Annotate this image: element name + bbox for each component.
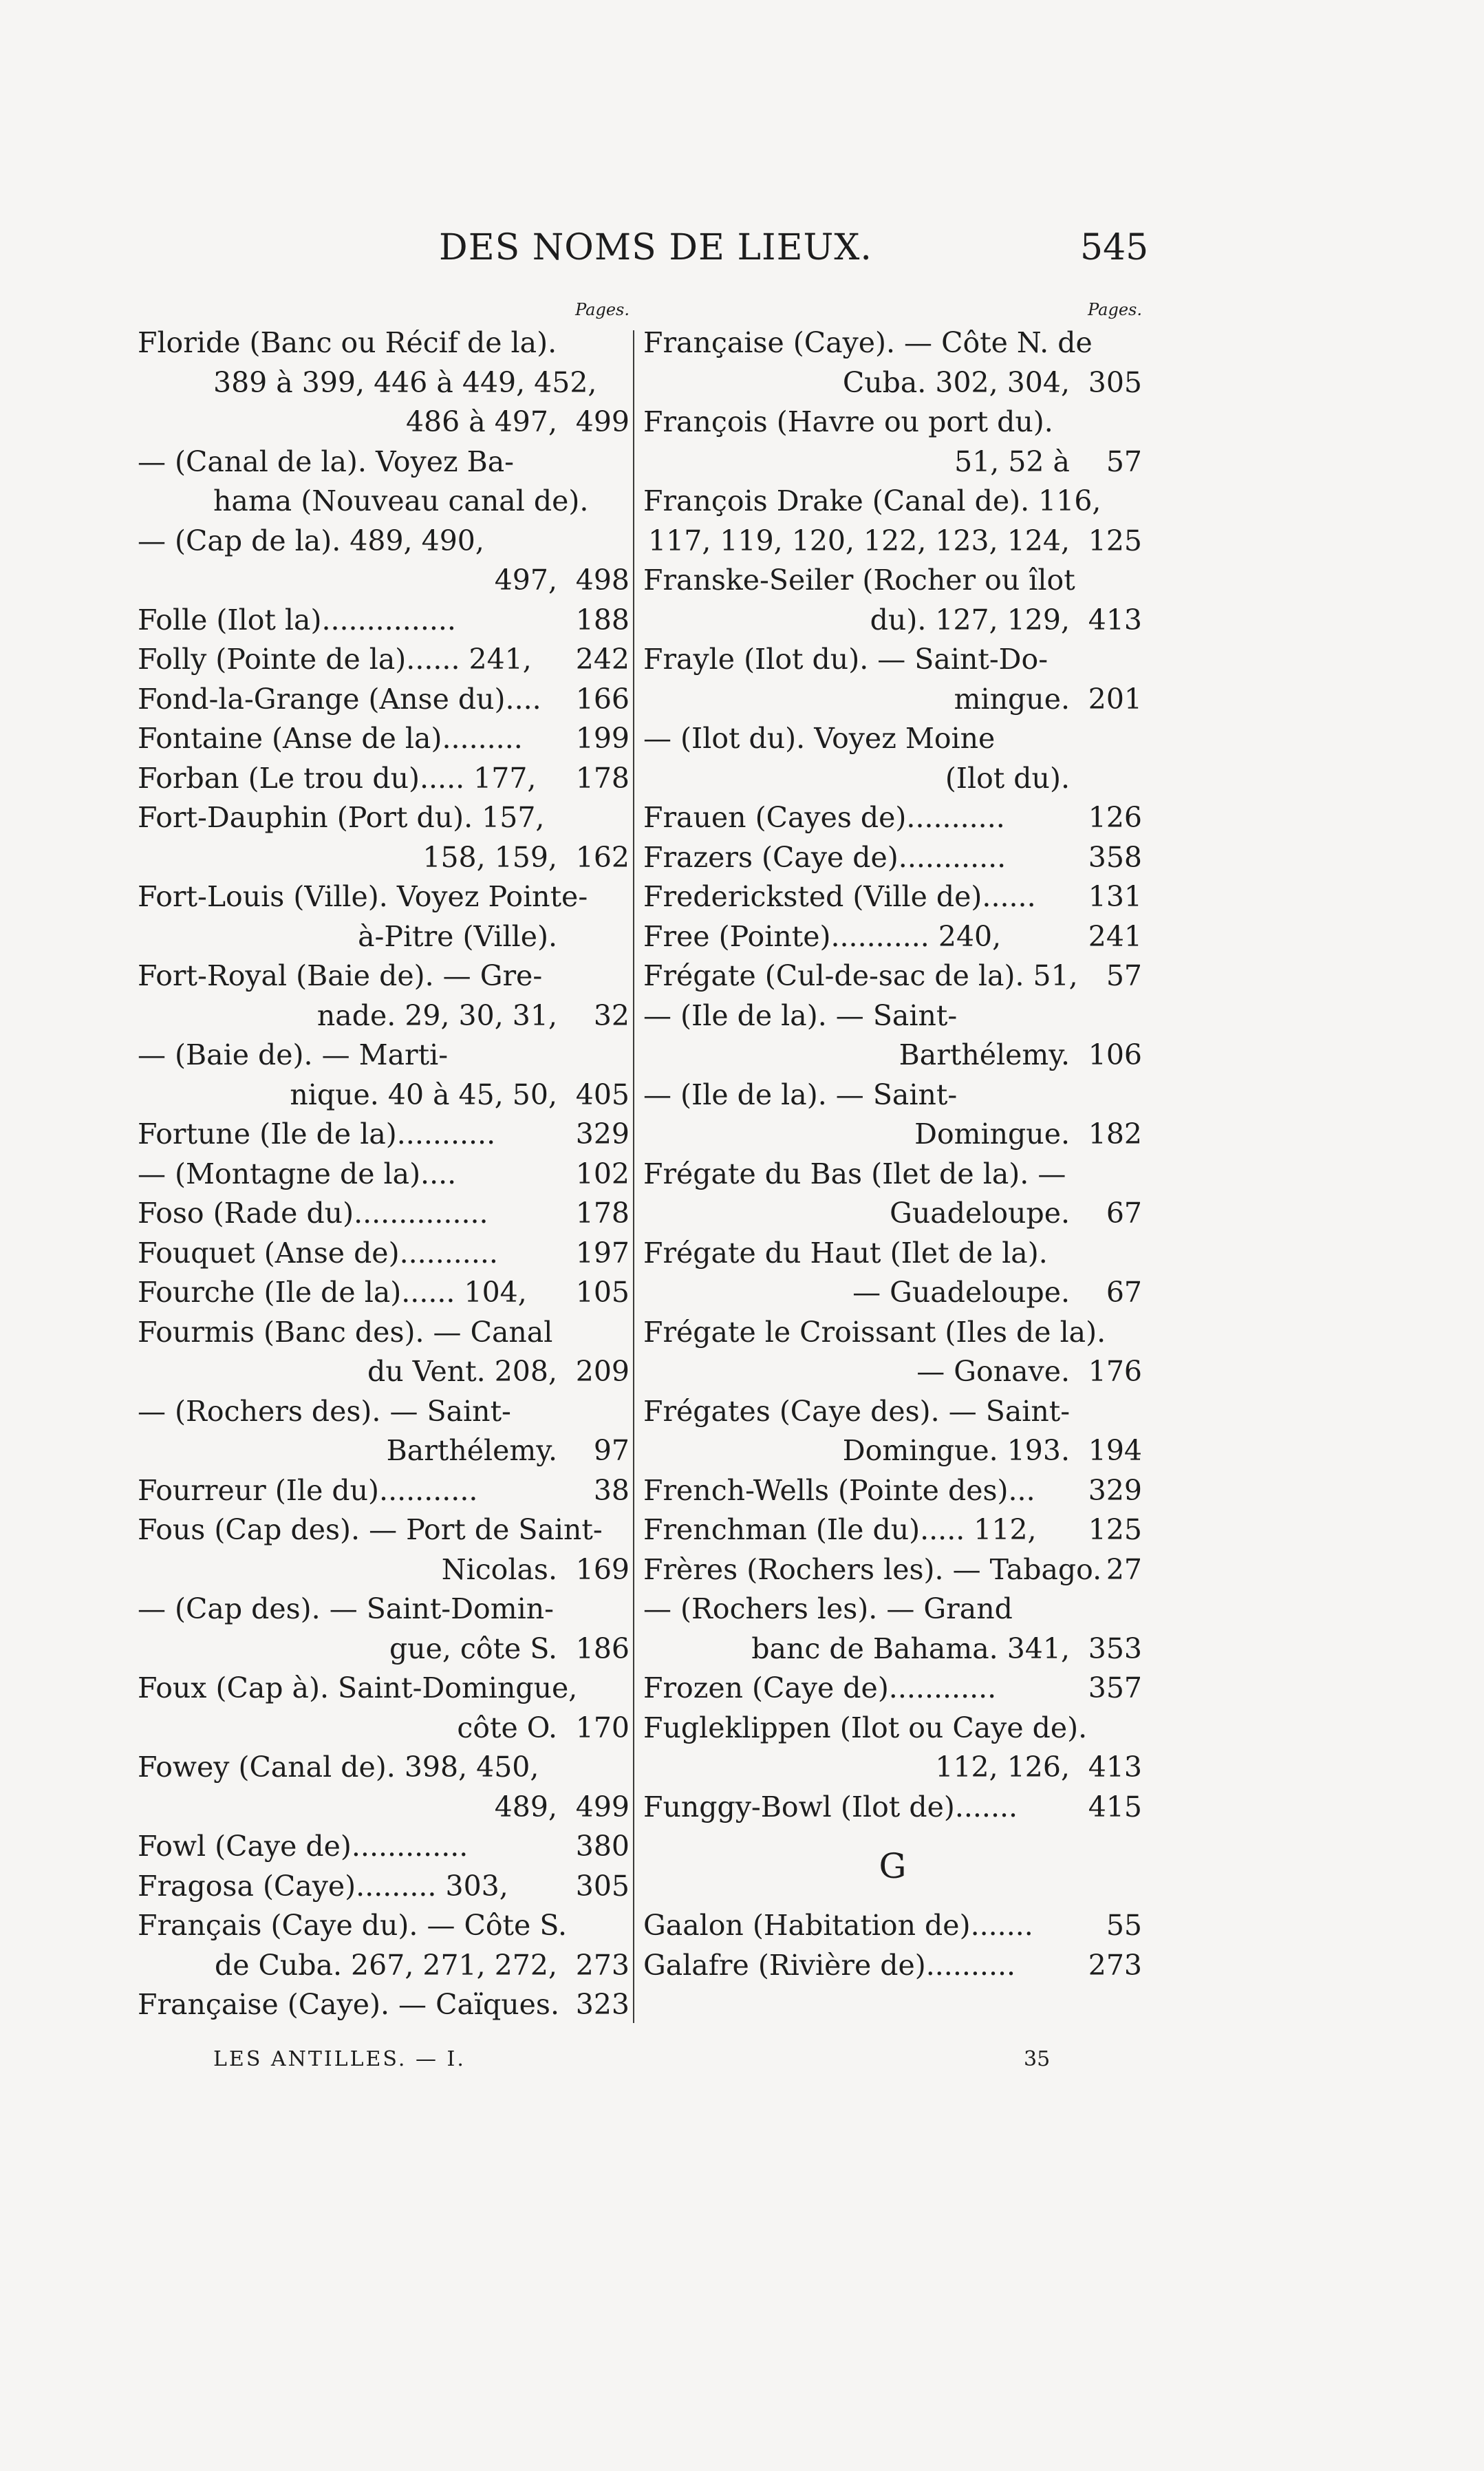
index-entry [643, 1550, 1142, 1590]
entry-line [643, 1115, 1142, 1155]
entry-line [643, 1392, 1142, 1432]
entry-text: — (Ilot du). Voyez Moine [643, 722, 996, 755]
index-entry [643, 1076, 1142, 1155]
index-entry [643, 482, 1142, 561]
entry-text: — Gonave. [916, 1355, 1070, 1388]
entry-line [138, 1510, 630, 1550]
index-entry [138, 1155, 630, 1195]
entry-text: Fort-Louis (Ville). Voyez Pointe- [138, 880, 588, 913]
index-entry [138, 1985, 630, 2025]
entry-text: Frégate (Cul-de-sac de la). 51, [643, 959, 1078, 992]
entry-page-ref: 199 [572, 719, 630, 759]
entry-text: — (Cap de la). 489, 490, [138, 524, 484, 557]
entry-page-ref: 405 [572, 1076, 630, 1115]
entry-text: Frauen (Cayes de)........... [643, 801, 1005, 834]
entry-line [138, 1273, 630, 1313]
entry-text: gue, côte S. [389, 1632, 557, 1665]
entry-page-ref: 201 [1084, 680, 1142, 720]
entry-text: François Drake (Canal de). 116, [643, 484, 1101, 517]
entry-text: 112, 126, [935, 1751, 1070, 1784]
entry-line [643, 1352, 1142, 1392]
index-entry [643, 1510, 1142, 1550]
entry-text: mingue. [954, 682, 1070, 716]
entry-page-ref: 186 [572, 1629, 630, 1669]
entry-text: du Vent. 208, [367, 1355, 557, 1388]
entry-line [643, 759, 1142, 799]
entry-text: 117, 119, 120, 122, 123, 124, [648, 524, 1070, 557]
entry-text: Funggy-Bowl (Ilot de)....... [643, 1790, 1018, 1823]
index-entry [138, 1392, 630, 1471]
entry-text: Domingue. [914, 1117, 1070, 1151]
entry-text: Foux (Cap à). Saint-Domingue, [138, 1671, 578, 1704]
index-entry [643, 323, 1142, 403]
entry-line [138, 1788, 630, 1828]
entry-page-ref: 329 [1084, 1471, 1142, 1511]
index-entry [138, 640, 630, 680]
entry-text: 158, 159, [422, 840, 557, 874]
entry-line [138, 1906, 630, 1946]
entry-page-ref: 125 [1084, 522, 1142, 561]
entry-text: Domingue. 193. [842, 1434, 1070, 1467]
entry-line [138, 1946, 630, 1986]
entry-line [643, 482, 1142, 522]
entry-text: Français (Caye du). — Côte S. [138, 1909, 567, 1942]
entry-page-ref: 241 [1084, 917, 1142, 957]
entry-line [138, 1709, 630, 1748]
entry-page-ref: 197 [572, 1234, 630, 1274]
entry-line [643, 323, 1142, 363]
entry-page-ref: 126 [1084, 798, 1142, 838]
index-entry [138, 1115, 630, 1155]
entry-line [138, 1985, 630, 2025]
entry-line [138, 403, 630, 442]
entry-text: Frégate du Haut (Ilet de la). [643, 1236, 1048, 1270]
index-entry [138, 522, 630, 601]
entry-line [138, 1550, 630, 1590]
entry-line [643, 956, 1142, 996]
entry-text: Gaalon (Habitation de)....... [643, 1909, 1033, 1942]
entry-text: banc de Bahama. 341, [751, 1632, 1070, 1665]
index-entry [138, 877, 630, 956]
entry-text: nique. 40 à 45, 50, [290, 1078, 557, 1111]
entry-line [138, 719, 630, 759]
entry-text: Fowey (Canal de). 398, 450, [138, 1751, 539, 1784]
entry-line [643, 877, 1142, 917]
entry-text: Free (Pointe)........... 240, [643, 919, 1002, 953]
entry-page-ref: 498 [572, 561, 630, 601]
entry-text: — (Canal de la). Voyez Ba- [138, 445, 515, 478]
entry-page-ref: 102 [572, 1155, 630, 1195]
entry-text: Fourreur (Ile du)........... [138, 1473, 478, 1507]
entry-text: Frères (Rochers les). — Tabago. [643, 1552, 1102, 1586]
entry-page-ref: 242 [572, 640, 630, 680]
entry-text: Barthélemy. [899, 1038, 1070, 1071]
entry-line [643, 403, 1142, 442]
entry-page-ref: 353 [1084, 1629, 1142, 1669]
index-entry [643, 1313, 1142, 1392]
entry-page-ref: 380 [572, 1827, 630, 1867]
index-entry [643, 996, 1142, 1076]
index-entry [643, 1155, 1142, 1234]
index-entry [643, 838, 1142, 878]
index-entry [138, 1036, 630, 1115]
entry-text: — Guadeloupe. [852, 1276, 1070, 1309]
entry-text: Frégate le Croissant (Iles de la). [643, 1315, 1106, 1349]
entry-page-ref: 176 [1084, 1352, 1142, 1392]
entry-page-ref: 170 [572, 1709, 630, 1748]
index-entry [643, 1709, 1142, 1788]
entry-line [643, 1194, 1142, 1234]
entry-text: Franske-Seiler (Rocher ou îlot [643, 564, 1075, 597]
entry-page-ref: 323 [572, 1985, 630, 2025]
entry-text: Fort-Royal (Baie de). — Gre- [138, 959, 543, 992]
entry-text: Fredericksted (Ville de)...... [643, 880, 1036, 913]
index-entry [643, 956, 1142, 996]
entry-line [138, 1036, 630, 1076]
entry-text: Fourche (Ile de la)...... 104, [138, 1276, 527, 1309]
entry-line [138, 1629, 630, 1669]
running-header [0, 227, 1484, 282]
entry-page-ref: 55 [1102, 1906, 1142, 1946]
entry-text: Forban (Le trou du)..... 177, [138, 761, 537, 795]
entry-text: à-Pitre (Ville). [358, 919, 557, 953]
entry-page-ref: 97 [590, 1431, 630, 1471]
entry-text: François (Havre ou port du). [643, 405, 1053, 438]
entry-page-ref: 178 [572, 759, 630, 799]
entry-line [643, 680, 1142, 720]
entry-line [643, 363, 1142, 403]
pages-label-right: Pages. [1088, 300, 1142, 319]
entry-line [643, 601, 1142, 641]
index-entry [138, 1471, 630, 1511]
entry-line [643, 1431, 1142, 1471]
index-entry [138, 1669, 630, 1748]
entry-text: Fort-Dauphin (Port du). 157, [138, 801, 545, 834]
page-footer [0, 2047, 1484, 2088]
entry-text: Fous (Cap des). — Port de Saint- [138, 1513, 603, 1546]
entry-line [138, 1590, 630, 1629]
entry-page-ref: 106 [1084, 1036, 1142, 1076]
index-entry [138, 1590, 630, 1669]
entry-line [138, 1115, 630, 1155]
entry-text: nade. 29, 30, 31, [316, 998, 557, 1032]
entry-text: de Cuba. 267, 271, 272, [214, 1948, 557, 1982]
entry-line [643, 1748, 1142, 1788]
entry-text: Fourmis (Banc des). — Canal [138, 1315, 553, 1349]
entry-page-ref: 209 [572, 1352, 630, 1392]
entry-line [138, 1076, 630, 1115]
entry-text: Folle (Ilot la)............... [138, 603, 456, 637]
entry-line [138, 363, 630, 403]
entry-text: — (Rochers des). — Saint- [138, 1394, 511, 1428]
entry-line [643, 1946, 1142, 1986]
entry-line [138, 640, 630, 680]
index-entry [138, 1234, 630, 1274]
index-entry [643, 1906, 1142, 1946]
entry-line [138, 1392, 630, 1432]
entry-line [643, 640, 1142, 680]
entry-page-ref: 67 [1102, 1273, 1142, 1313]
entry-text: Galafre (Rivière de).......... [643, 1948, 1016, 1982]
entry-line [643, 917, 1142, 957]
entry-line [138, 838, 630, 878]
entry-page-ref: 194 [1084, 1431, 1142, 1471]
entry-page-ref: 273 [572, 1946, 630, 1986]
entry-page-ref: 125 [1084, 1510, 1142, 1550]
entry-page-ref: 38 [590, 1471, 630, 1511]
index-entry [138, 956, 630, 1036]
entry-line [643, 1076, 1142, 1115]
entry-text: Fugleklippen (Ilot ou Caye de). [643, 1711, 1088, 1744]
entry-page-ref: 413 [1084, 601, 1142, 641]
pages-label-left: Pages. [575, 300, 630, 319]
right-index-entries-after [643, 1906, 1142, 1985]
index-entry [643, 1946, 1142, 1986]
entry-page-ref: 131 [1084, 877, 1142, 917]
entry-page-ref: 32 [590, 996, 630, 1036]
entry-line [138, 323, 630, 363]
index-entry [138, 601, 630, 641]
index-entry [138, 1906, 630, 1985]
entry-line [643, 996, 1142, 1036]
index-entry [643, 1669, 1142, 1709]
index-entry [643, 561, 1142, 640]
entry-text: Fragosa (Caye)......... 303, [138, 1869, 508, 1903]
entry-text: — (Ile de la). — Saint- [643, 1078, 958, 1111]
entry-line [643, 1510, 1142, 1550]
entry-line [138, 1234, 630, 1274]
column-divider [633, 330, 634, 2023]
index-entry [643, 719, 1142, 798]
entry-text: Fontaine (Anse de la)......... [138, 722, 523, 755]
index-entry [643, 798, 1142, 838]
entry-text: Frozen (Caye de)............ [643, 1671, 997, 1704]
index-entry [643, 1234, 1142, 1313]
entry-text: 389 à 399, 446 à 449, 452, [213, 365, 597, 399]
right-index-entries [643, 323, 1142, 1827]
index-entry [643, 1471, 1142, 1511]
entry-line [138, 1431, 630, 1471]
entry-text: Floride (Banc ou Récif de la). [138, 326, 557, 359]
entry-page-ref: 415 [1084, 1788, 1142, 1828]
index-entry [138, 1827, 630, 1867]
entry-line [138, 561, 630, 601]
entry-text: Barthélemy. [386, 1434, 557, 1467]
entry-page-ref: 169 [572, 1550, 630, 1590]
entry-text: 489, [494, 1790, 557, 1823]
entry-line [138, 996, 630, 1036]
entry-text: côte O. [457, 1711, 557, 1744]
index-entry [138, 1510, 630, 1590]
entry-text: — (Baie de). — Marti- [138, 1038, 449, 1071]
entry-line [643, 1788, 1142, 1828]
entry-page-ref: 67 [1102, 1194, 1142, 1234]
index-entry [138, 1273, 630, 1313]
sheet-number: 35 [1024, 2047, 1051, 2071]
entry-page-ref: 329 [572, 1115, 630, 1155]
entry-text: French-Wells (Pointe des)... [643, 1473, 1035, 1507]
entry-page-ref: 105 [572, 1273, 630, 1313]
right-column [643, 296, 1142, 1985]
entry-text: Frazers (Caye de)............ [643, 840, 1007, 874]
entry-line [138, 522, 630, 561]
page-number: 545 [1080, 227, 1149, 268]
entry-text: Fouquet (Anse de)........... [138, 1236, 498, 1270]
entry-page-ref: 305 [1084, 363, 1142, 403]
index-entry [643, 640, 1142, 719]
entry-line [643, 1313, 1142, 1353]
entry-page-ref: 499 [572, 1788, 630, 1828]
index-entry [643, 1590, 1142, 1669]
entry-line [643, 442, 1142, 482]
index-entry [138, 759, 630, 799]
entry-text: (Ilot du). [945, 761, 1070, 795]
entry-line [138, 442, 630, 482]
entry-line [138, 956, 630, 996]
entry-line [138, 1827, 630, 1867]
entry-text: Frayle (Ilot du). — Saint-Do- [643, 643, 1049, 676]
index-entry [643, 403, 1142, 482]
index-entry [138, 719, 630, 759]
entry-line [643, 719, 1142, 759]
entry-text: Nicolas. [441, 1552, 557, 1586]
entry-text: Frégate du Bas (Ilet de la). — [643, 1157, 1066, 1190]
entry-text: 486 à 497, [405, 405, 557, 438]
entry-line [643, 1036, 1142, 1076]
entry-line [643, 1629, 1142, 1669]
entry-text: hama (Nouveau canal de). [213, 484, 589, 517]
entry-text: 51, 52 à [954, 445, 1070, 478]
index-entry [138, 1867, 630, 1907]
entry-text: Guadeloupe. [890, 1197, 1070, 1230]
entry-line [138, 1867, 630, 1907]
entry-text: 497, [494, 564, 557, 597]
entry-text: du). 127, 129, [870, 603, 1070, 637]
entry-page-ref: 57 [1102, 956, 1142, 996]
entry-line [643, 798, 1142, 838]
entry-text: Fowl (Caye de)............. [138, 1830, 469, 1863]
entry-line [643, 1709, 1142, 1748]
entry-text: — (Ile de la). — Saint- [643, 998, 958, 1032]
index-entry [643, 877, 1142, 917]
entry-line [138, 482, 630, 522]
entry-line [138, 917, 630, 957]
entry-line [643, 1273, 1142, 1313]
entry-page-ref: 182 [1084, 1115, 1142, 1155]
section-letter: G [879, 1846, 907, 1886]
entry-text: Française (Caye). — Caïques. [138, 1988, 559, 2021]
entry-line [643, 1669, 1142, 1709]
entry-line [643, 838, 1142, 878]
entry-text: — (Rochers les). — Grand [643, 1592, 1013, 1625]
entry-page-ref: 57 [1102, 442, 1142, 482]
index-entry [138, 1194, 630, 1234]
entry-page-ref: 357 [1084, 1669, 1142, 1709]
entry-page-ref: 178 [572, 1194, 630, 1234]
entry-page-ref: 305 [572, 1867, 630, 1907]
entry-line [138, 1748, 630, 1788]
left-index-entries [138, 323, 630, 2025]
running-title: DES NOMS DE LIEUX. [439, 227, 872, 268]
index-entry [138, 798, 630, 877]
entry-page-ref: 27 [1102, 1550, 1142, 1590]
entry-line [138, 1155, 630, 1195]
entry-line [138, 1471, 630, 1511]
entry-line [138, 680, 630, 720]
entry-text: — (Montagne de la).... [138, 1157, 457, 1190]
entry-line [138, 1313, 630, 1353]
signature-mark: LES ANTILLES. — I. [213, 2047, 466, 2071]
entry-text: Cuba. 302, 304, [842, 365, 1070, 399]
index-entry [643, 917, 1142, 957]
entry-text: Frenchman (Ile du)..... 112, [643, 1513, 1037, 1546]
entry-page-ref: 499 [572, 403, 630, 442]
entry-line [138, 759, 630, 799]
index-entry [138, 1313, 630, 1392]
entry-page-ref: 188 [572, 601, 630, 641]
entry-line [643, 561, 1142, 601]
index-entry [138, 323, 630, 442]
entry-text: Française (Caye). — Côte N. de [643, 326, 1093, 359]
entry-line [643, 1234, 1142, 1274]
entry-line [138, 798, 630, 838]
entry-text: Folly (Pointe de la)...... 241, [138, 643, 532, 676]
entry-page-ref: 166 [572, 680, 630, 720]
index-entry [138, 442, 630, 522]
entry-line [643, 1590, 1142, 1629]
entry-page-ref: 413 [1084, 1748, 1142, 1788]
entry-line [138, 601, 630, 641]
entry-line [643, 1155, 1142, 1195]
entry-line [138, 1669, 630, 1709]
entry-line [643, 1906, 1142, 1946]
entry-page-ref: 273 [1084, 1946, 1142, 1986]
entry-page-ref: 358 [1084, 838, 1142, 878]
index-entry [643, 1392, 1142, 1471]
entry-line [138, 1352, 630, 1392]
entry-line [138, 877, 630, 917]
entry-text: Fortune (Ile de la)........... [138, 1117, 496, 1151]
entry-line [643, 1471, 1142, 1511]
entry-text: — (Cap des). — Saint-Domin- [138, 1592, 554, 1625]
entry-line [643, 522, 1142, 561]
left-column [138, 296, 630, 2025]
entry-text: Foso (Rade du)............... [138, 1197, 488, 1230]
index-entry [643, 1788, 1142, 1828]
index-entry [138, 680, 630, 720]
entry-text: Frégates (Caye des). — Saint- [643, 1394, 1071, 1428]
entry-page-ref: 162 [572, 838, 630, 878]
index-entry [138, 1748, 630, 1827]
entry-text: Fond-la-Grange (Anse du).... [138, 682, 541, 716]
entry-line [138, 1194, 630, 1234]
entry-line [643, 1550, 1142, 1590]
